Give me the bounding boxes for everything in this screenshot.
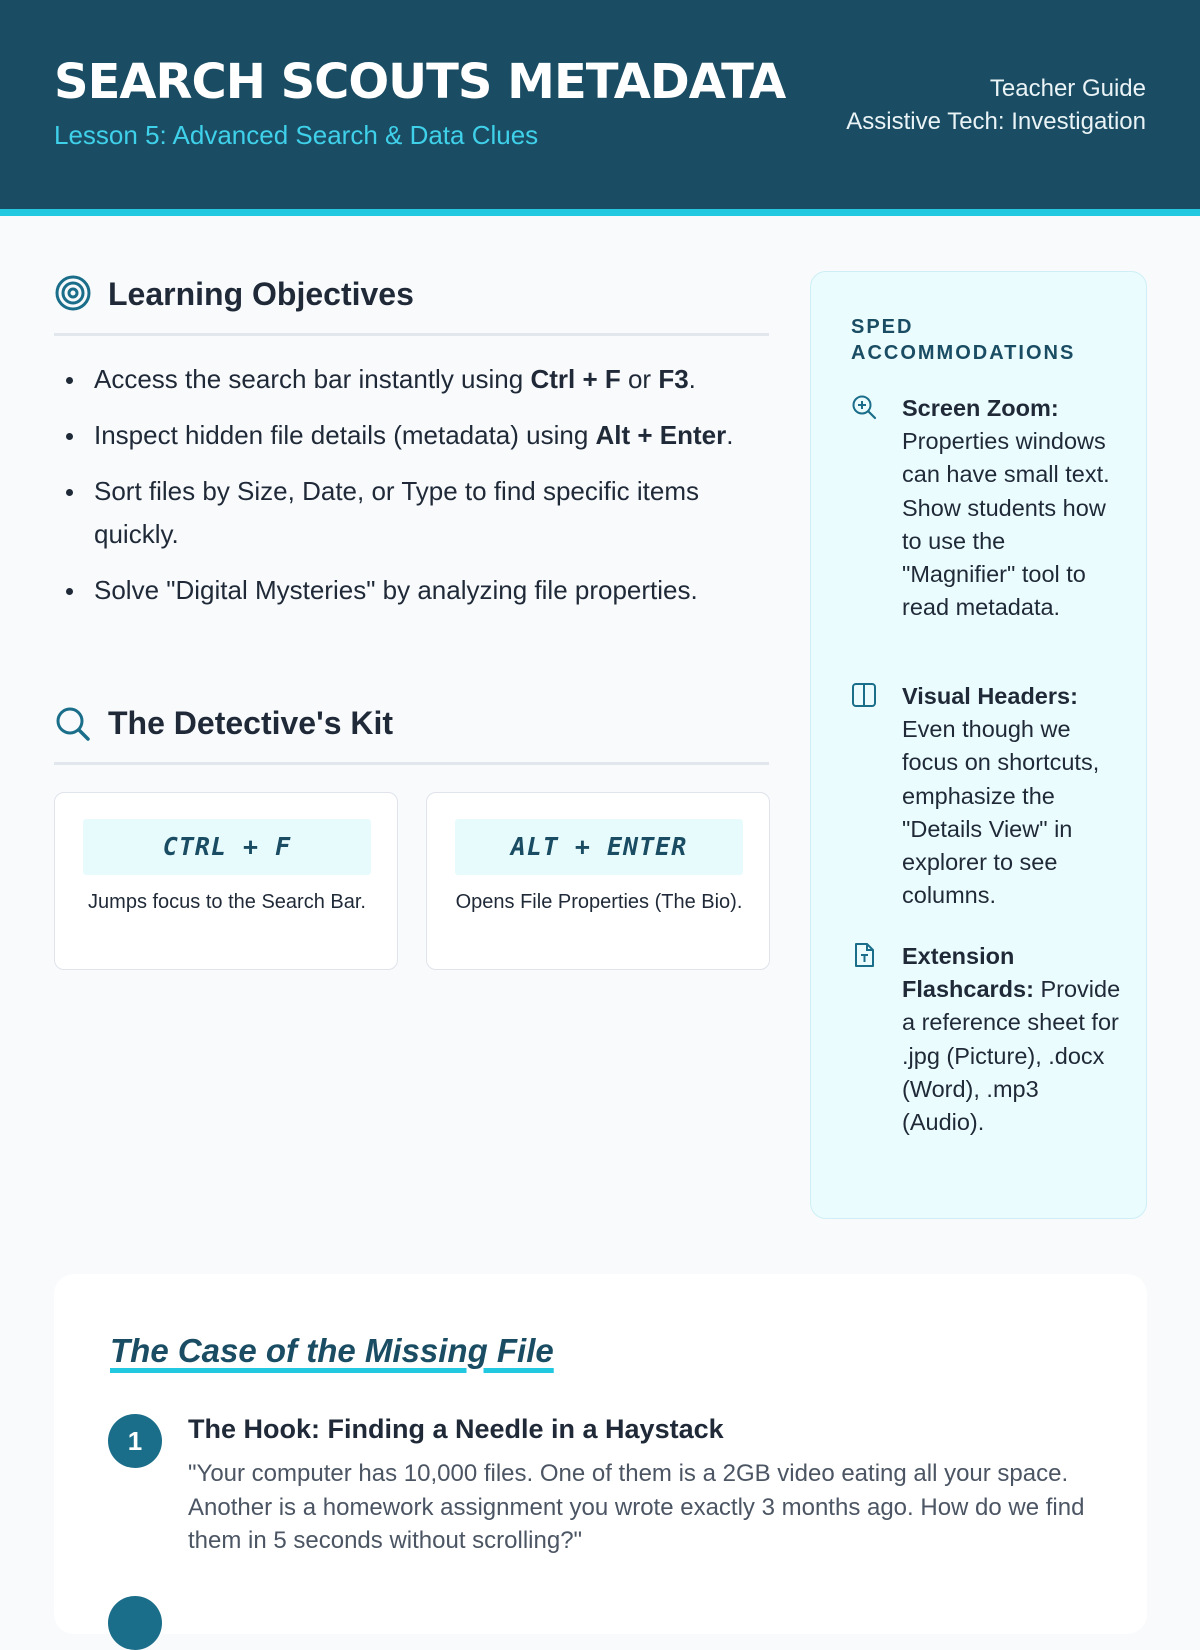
search-icon — [54, 705, 92, 743]
list-item: Solve "Digital Mysteries" by analyzing file properties. — [54, 569, 774, 612]
section-title: The Detective's Kit — [108, 705, 394, 741]
accommodation-text: Extension Flashcards: Provide a reference sheet for .jpg (Picture), .docx (Word), .mp3 (Audio). — [902, 943, 1121, 1136]
accommodation-text: Screen Zoom: Properties windows can have small text. Show students how to use the "Magnifier" tool to read metadata. — [902, 395, 1110, 621]
step-heading: The Hook: Finding a Needle in a Haystack — [188, 1414, 724, 1444]
section-title: Learning Objectives — [108, 276, 414, 312]
objectives-list — [54, 358, 774, 625]
file-text-icon — [851, 942, 877, 968]
list-item: Inspect hidden file details (metadata) using Alt + Enter. — [54, 414, 774, 457]
page-title: SEARCH SCOUTS METADATA — [54, 54, 786, 110]
kit-heading — [54, 703, 769, 765]
page-header — [0, 0, 1200, 216]
accommodation-text: Visual Headers: Even though we focus on shortcuts, emphasize the "Details View" in explorer to see columns. — [902, 683, 1100, 909]
accommodations-panel — [810, 271, 1147, 1219]
zoom-in-icon — [851, 394, 877, 420]
header-meta — [846, 72, 1146, 138]
target-icon — [54, 274, 92, 312]
step-number-badge — [108, 1596, 162, 1650]
objectives-heading — [54, 274, 769, 336]
header-meta-line: Assistive Tech: Investigation — [846, 108, 1146, 135]
lesson-case-card — [54, 1274, 1147, 1634]
case-title: The Case of the Missing File — [110, 1332, 554, 1369]
shortcut-card — [426, 792, 770, 970]
shortcut-key: CTRL + F — [83, 819, 371, 875]
step-body: "Your computer has 10,000 files. One of them is a 2GB video eating all your space. Another is a homework assignment you wrote exactly 3 months ago. How do we find them in 5 seconds without scrolling?" — [188, 1460, 1085, 1554]
page-subtitle: Lesson 5: Advanced Search & Data Clues — [54, 120, 539, 150]
columns-icon — [851, 682, 877, 708]
panel-title: SPED ACCOMMODATIONS — [851, 316, 1076, 364]
list-item: Sort files by Size, Date, or Type to find specific items quickly. — [54, 470, 774, 556]
shortcut-key: ALT + ENTER — [455, 819, 743, 875]
step-number-badge: 1 — [108, 1414, 162, 1468]
shortcut-card — [54, 792, 398, 970]
shortcut-description: Jumps focus to the Search Bar. — [88, 891, 366, 913]
list-item: Access the search bar instantly using Ctrl + F or F3. — [54, 358, 774, 401]
header-meta-line: Teacher Guide — [989, 75, 1146, 102]
shortcut-description: Opens File Properties (The Bio). — [455, 891, 743, 913]
